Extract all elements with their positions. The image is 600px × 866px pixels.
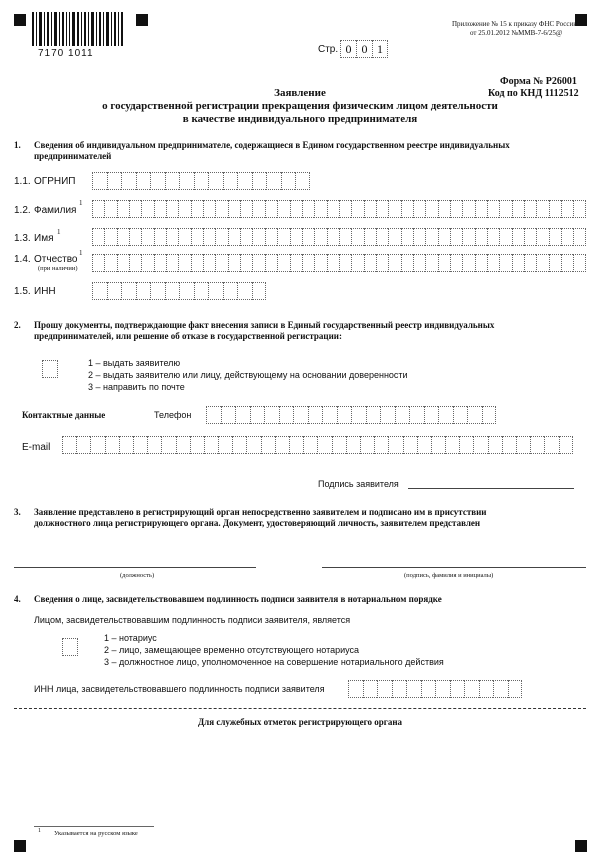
notary-option-2: 2 – лицо, замещающее временно отсутствующего нотариуса xyxy=(104,645,360,655)
title xyxy=(0,87,600,126)
title-line-2: о государственной регистрации прекращения физическим лицом деятельности xyxy=(102,100,498,112)
patronymic-note: (при наличии) xyxy=(38,265,78,272)
position-caption: (должность) xyxy=(120,572,155,579)
section-4-heading: Сведения о лице, засвидетельствовавшем подлинность подписи заявителя в нотариальном порядке xyxy=(34,594,442,604)
name-input[interactable] xyxy=(92,228,586,246)
section-4-number: 4. xyxy=(14,594,21,604)
footnote-text: Указывается на русском языке xyxy=(54,830,138,837)
notary-type-cell[interactable] xyxy=(62,638,78,656)
delivery-method-cell[interactable] xyxy=(42,360,58,378)
footnote-ref: 1 xyxy=(57,228,61,236)
surname-input[interactable] xyxy=(92,200,586,218)
section-1-heading-line-1: Сведения об индивидуальном предпринимателе, содержащиеся в Едином государственном реестре индивидуальных xyxy=(34,140,510,150)
delivery-option-1: 1 – выдать заявителю xyxy=(88,358,181,368)
section-1-heading xyxy=(34,140,584,162)
service-heading: Для служебных отметок регистрирующего органа xyxy=(197,717,403,727)
page-digit: 0 xyxy=(356,40,372,58)
page-digit: 0 xyxy=(340,40,356,58)
official-signature-line[interactable] xyxy=(322,567,586,568)
section-3-heading-line-2: должностного лица регистрирующего органа. Документ, удостоверяющий личность, заявителем представлен xyxy=(34,518,481,528)
official-position-line[interactable] xyxy=(14,567,256,568)
page-label: Стр. xyxy=(318,44,339,55)
applicant-signature-line[interactable] xyxy=(408,488,574,489)
page-number-cells xyxy=(340,40,388,58)
title-line-1: Заявление xyxy=(274,87,326,99)
field-num: 1.4. xyxy=(14,254,31,265)
barcode xyxy=(32,12,124,46)
field-num: 1.5. xyxy=(14,286,31,297)
inn-input[interactable] xyxy=(92,282,266,300)
corner-marker-top-left xyxy=(14,14,26,26)
barcode-number: 7170 1011 xyxy=(38,48,94,59)
contacts-label: Контактные данные xyxy=(22,410,106,420)
appendix-line-2: от 25.01.2012 №ММВ-7-6/25@ xyxy=(470,29,563,37)
field-num: 1.1. xyxy=(14,176,31,187)
inn-label: ИНН xyxy=(34,286,56,297)
section-3-number: 3. xyxy=(14,507,21,517)
corner-marker-top-mid xyxy=(136,14,148,26)
page-digit: 1 xyxy=(372,40,388,58)
footnote-ref: 1 xyxy=(79,199,83,207)
section-1-number: 1. xyxy=(14,140,21,150)
section-3-heading xyxy=(34,507,584,529)
email-label: E-mail xyxy=(22,442,51,453)
surname-label: Фамилия xyxy=(34,205,77,216)
field-num: 1.2. xyxy=(14,205,31,216)
section-2-heading xyxy=(34,320,584,342)
phone-input[interactable] xyxy=(206,406,496,424)
footnote-separator xyxy=(34,826,154,827)
name-label: Имя xyxy=(34,233,54,244)
section-3-heading-line-1: Заявление представлено в регистрирующий орган непосредственно заявителем и подписано им в присутствии xyxy=(34,507,487,517)
signature-caption: (подпись, фамилия и инициалы) xyxy=(404,572,494,579)
corner-marker-bottom-left xyxy=(14,840,26,852)
notary-option-3: 3 – должностное лицо, уполномоченное на совершение нотариального действия xyxy=(104,657,444,667)
section-1-heading-line-2: предпринимателей xyxy=(34,151,112,161)
notary-inn-label: ИНН лица, засвидетельствовавшего подлинность подписи заявителя xyxy=(34,684,325,694)
footnote-ref: 1 xyxy=(79,249,83,257)
notary-option-1: 1 – нотариус xyxy=(104,633,157,643)
delivery-option-3: 3 – направить по почте xyxy=(88,382,185,392)
notary-inn-input[interactable] xyxy=(348,680,522,698)
appendix-line-1: Приложение № 15 к приказу ФНС России xyxy=(452,20,578,28)
notary-intro: Лицом, засвидетельствовавшим подлинность подписи заявителя, является xyxy=(34,615,351,625)
field-num: 1.3. xyxy=(14,233,31,244)
corner-marker-bottom-right xyxy=(575,840,587,852)
title-line-3: в качестве индивидуального предпринимателя xyxy=(182,113,418,125)
footnote-mark: 1 xyxy=(38,828,41,834)
patronymic-input[interactable] xyxy=(92,254,586,272)
service-divider xyxy=(14,708,586,709)
ogrnip-input[interactable] xyxy=(92,172,310,190)
phone-label: Телефон xyxy=(154,410,192,420)
applicant-signature-label: Подпись заявителя xyxy=(318,479,399,489)
ogrnip-label: ОГРНИП xyxy=(34,176,76,187)
form-number: Форма № Р26001 xyxy=(500,76,577,87)
section-2-number: 2. xyxy=(14,320,21,330)
section-2-heading-line-1: Прошу документы, подтверждающие факт внесения записи в Единый государственный реестр индивидуальных xyxy=(34,320,495,330)
delivery-option-2: 2 – выдать заявителю или лицу, действующему на основании доверенности xyxy=(88,370,408,380)
email-input[interactable] xyxy=(62,436,574,454)
knd-code: Код по КНД 1112512 xyxy=(488,88,579,99)
section-2-heading-line-2: предпринимателей, или решение об отказе в государственной регистрации: xyxy=(34,331,342,341)
patronymic-label: Отчество xyxy=(34,254,78,265)
